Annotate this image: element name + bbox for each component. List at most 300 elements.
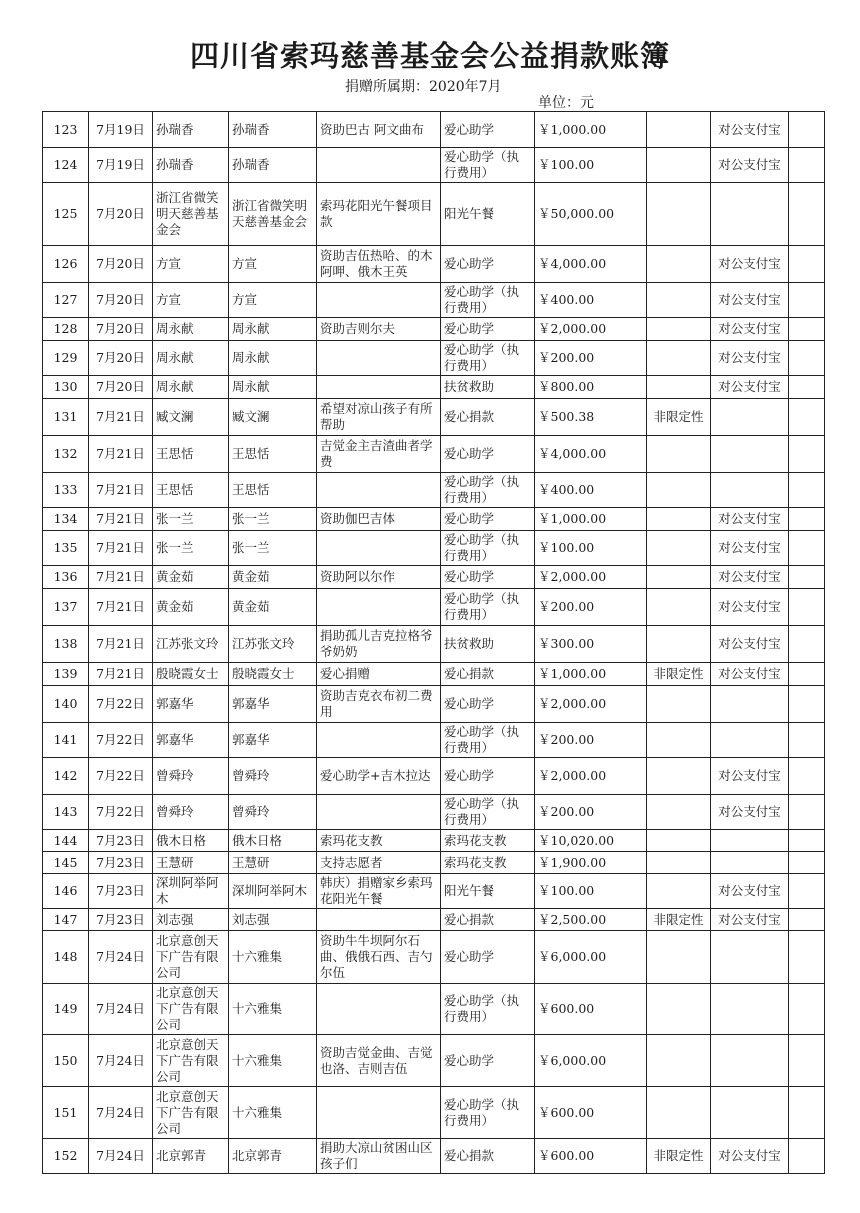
restriction-type <box>647 874 711 909</box>
donation-purpose: 爱心助学 <box>441 931 535 984</box>
donation-date: 7月19日 <box>89 148 153 183</box>
donor-display-name: 黄金茹 <box>229 566 317 589</box>
empty-cell <box>789 1139 825 1174</box>
donation-note <box>317 589 441 626</box>
restriction-type <box>647 283 711 318</box>
donation-amount: ￥2,000.00 <box>535 686 647 723</box>
table-row <box>43 399 825 436</box>
table-row <box>43 795 825 830</box>
donation-purpose: 爱心助学 <box>441 318 535 341</box>
donation-date: 7月20日 <box>89 283 153 318</box>
empty-cell <box>789 1035 825 1087</box>
restriction-type <box>647 830 711 852</box>
restriction-type <box>647 112 711 148</box>
restriction-type <box>647 376 711 399</box>
donation-date: 7月21日 <box>89 473 153 508</box>
payment-channel: 对公支付宝 <box>711 909 789 931</box>
donor-name: 黄金茹 <box>153 566 229 589</box>
donor-display-name: 张一兰 <box>229 531 317 566</box>
table-row <box>43 148 825 183</box>
donation-date: 7月20日 <box>89 376 153 399</box>
row-number: 128 <box>43 318 89 341</box>
donation-amount: ￥1,900.00 <box>535 852 647 874</box>
donor-name: 臧文澜 <box>153 399 229 436</box>
donation-purpose: 爱心助学（执行费用） <box>441 531 535 566</box>
donation-amount: ￥400.00 <box>535 473 647 508</box>
donor-name: 北京郭青 <box>153 1139 229 1174</box>
row-number: 147 <box>43 909 89 931</box>
donation-date: 7月20日 <box>89 183 153 246</box>
donation-purpose: 索玛花支教 <box>441 830 535 852</box>
donation-purpose: 爱心助学 <box>441 686 535 723</box>
empty-cell <box>789 566 825 589</box>
table-row <box>43 663 825 686</box>
donation-purpose: 爱心助学（执行费用） <box>441 283 535 318</box>
donor-name: 方宣 <box>153 283 229 318</box>
donor-name: 殷晓霞女士 <box>153 663 229 686</box>
row-number: 144 <box>43 830 89 852</box>
restriction-type <box>647 686 711 723</box>
donor-name: 张一兰 <box>153 508 229 531</box>
donor-display-name: 十六雅集 <box>229 931 317 984</box>
payment-channel: 对公支付宝 <box>711 874 789 909</box>
payment-channel: 对公支付宝 <box>711 341 789 376</box>
donor-name: 曾舜玲 <box>153 758 229 795</box>
donation-purpose: 索玛花支教 <box>441 852 535 874</box>
donor-display-name: 黄金茹 <box>229 589 317 626</box>
donor-name: 王慧研 <box>153 852 229 874</box>
donor-display-name: 王慧研 <box>229 852 317 874</box>
donation-amount: ￥500.38 <box>535 399 647 436</box>
donation-amount: ￥6,000.00 <box>535 931 647 984</box>
donation-purpose: 阳光午餐 <box>441 874 535 909</box>
empty-cell <box>789 318 825 341</box>
donor-name: 俄木日格 <box>153 830 229 852</box>
row-number: 132 <box>43 436 89 473</box>
donation-amount: ￥1,000.00 <box>535 663 647 686</box>
restriction-type <box>647 984 711 1035</box>
donor-display-name: 孙瑞香 <box>229 112 317 148</box>
donor-display-name: 臧文澜 <box>229 399 317 436</box>
donation-purpose: 爱心助学（执行费用） <box>441 341 535 376</box>
donor-display-name: 俄木日格 <box>229 830 317 852</box>
donor-display-name: 江苏张文玲 <box>229 626 317 663</box>
donor-display-name: 王思恬 <box>229 436 317 473</box>
empty-cell <box>789 341 825 376</box>
donation-note: 捐助大凉山贫困山区孩子们 <box>317 1139 441 1174</box>
donation-amount: ￥600.00 <box>535 1139 647 1174</box>
donation-purpose: 爱心捐款 <box>441 663 535 686</box>
donation-amount: ￥200.00 <box>535 341 647 376</box>
restriction-type: 非限定性 <box>647 1139 711 1174</box>
payment-channel: 对公支付宝 <box>711 246 789 283</box>
donation-purpose: 爱心助学 <box>441 508 535 531</box>
row-number: 151 <box>43 1087 89 1139</box>
donation-amount: ￥1,000.00 <box>535 112 647 148</box>
donation-amount: ￥2,000.00 <box>535 566 647 589</box>
restriction-type <box>647 436 711 473</box>
donor-display-name: 张一兰 <box>229 508 317 531</box>
row-number: 150 <box>43 1035 89 1087</box>
donation-amount: ￥4,000.00 <box>535 436 647 473</box>
row-number: 129 <box>43 341 89 376</box>
table-row <box>43 626 825 663</box>
donation-note: 韩庆）捐赠家乡索玛花阳光午餐 <box>317 874 441 909</box>
donation-purpose: 爱心捐款 <box>441 1139 535 1174</box>
row-number: 126 <box>43 246 89 283</box>
donation-amount: ￥100.00 <box>535 148 647 183</box>
empty-cell <box>789 508 825 531</box>
donation-note: 索玛花阳光午餐项目款 <box>317 183 441 246</box>
donation-amount: ￥300.00 <box>535 626 647 663</box>
donor-display-name: 王思恬 <box>229 473 317 508</box>
empty-cell <box>789 183 825 246</box>
donation-date: 7月23日 <box>89 852 153 874</box>
empty-cell <box>789 246 825 283</box>
donation-note <box>317 984 441 1035</box>
payment-channel <box>711 686 789 723</box>
donation-date: 7月21日 <box>89 663 153 686</box>
donation-purpose: 扶贫救助 <box>441 626 535 663</box>
restriction-type <box>647 758 711 795</box>
donation-note: 爱心助学+吉木拉达 <box>317 758 441 795</box>
donation-date: 7月23日 <box>89 874 153 909</box>
row-number: 136 <box>43 566 89 589</box>
payment-channel: 对公支付宝 <box>711 758 789 795</box>
payment-channel <box>711 830 789 852</box>
donation-note: 资助牛牛坝阿尔石曲、俄俄石西、吉勺尔伍 <box>317 931 441 984</box>
donation-note <box>317 795 441 830</box>
row-number: 124 <box>43 148 89 183</box>
donation-note: 资助吉则尔夫 <box>317 318 441 341</box>
table-row <box>43 473 825 508</box>
donor-name: 王思恬 <box>153 436 229 473</box>
row-number: 143 <box>43 795 89 830</box>
row-number: 148 <box>43 931 89 984</box>
donor-name: 周永献 <box>153 376 229 399</box>
donation-amount: ￥6,000.00 <box>535 1035 647 1087</box>
donation-date: 7月22日 <box>89 686 153 723</box>
currency-unit: 单位：元 <box>538 95 594 111</box>
payment-channel: 对公支付宝 <box>711 795 789 830</box>
donor-name: 周永献 <box>153 341 229 376</box>
empty-cell <box>789 874 825 909</box>
donation-note: 资助吉觉金曲、吉觉也洛、吉则吉伍 <box>317 1035 441 1087</box>
row-number: 152 <box>43 1139 89 1174</box>
empty-cell <box>789 473 825 508</box>
donation-date: 7月19日 <box>89 112 153 148</box>
donation-date: 7月22日 <box>89 723 153 758</box>
donation-date: 7月24日 <box>89 1087 153 1139</box>
donation-amount: ￥800.00 <box>535 376 647 399</box>
donation-amount: ￥2,500.00 <box>535 909 647 931</box>
donation-amount: ￥1,000.00 <box>535 508 647 531</box>
table-row <box>43 246 825 283</box>
donor-display-name: 曾舜玲 <box>229 758 317 795</box>
donor-name: 郭嘉华 <box>153 686 229 723</box>
donation-amount: ￥2,000.00 <box>535 318 647 341</box>
row-number: 146 <box>43 874 89 909</box>
donor-name: 刘志强 <box>153 909 229 931</box>
restriction-type <box>647 626 711 663</box>
donation-note: 资助伽巴吉体 <box>317 508 441 531</box>
donation-note <box>317 473 441 508</box>
donor-name: 北京意创天下广告有限公司 <box>153 984 229 1035</box>
payment-channel: 对公支付宝 <box>711 508 789 531</box>
donor-display-name: 殷晓霞女士 <box>229 663 317 686</box>
payment-channel <box>711 473 789 508</box>
donation-note <box>317 531 441 566</box>
table-row <box>43 909 825 931</box>
table-row <box>43 984 825 1035</box>
row-number: 142 <box>43 758 89 795</box>
donation-note: 资助阿以尔作 <box>317 566 441 589</box>
donor-display-name: 方宣 <box>229 246 317 283</box>
donation-purpose: 爱心助学（执行费用） <box>441 795 535 830</box>
donation-amount: ￥50,000.00 <box>535 183 647 246</box>
donor-display-name: 深圳阿举阿木 <box>229 874 317 909</box>
donor-display-name: 曾舜玲 <box>229 795 317 830</box>
donation-date: 7月21日 <box>89 589 153 626</box>
row-number: 125 <box>43 183 89 246</box>
table-row <box>43 874 825 909</box>
donation-purpose: 爱心助学（执行费用） <box>441 148 535 183</box>
donation-note <box>317 909 441 931</box>
donor-name: 孙瑞香 <box>153 148 229 183</box>
restriction-type <box>647 723 711 758</box>
table-row <box>43 1087 825 1139</box>
donor-display-name: 北京郭青 <box>229 1139 317 1174</box>
donor-display-name: 周永献 <box>229 341 317 376</box>
row-number: 131 <box>43 399 89 436</box>
donation-period: 捐赠所属期：2020年7月 <box>345 79 502 95</box>
table-row <box>43 112 825 148</box>
donation-purpose: 爱心助学 <box>441 436 535 473</box>
empty-cell <box>789 626 825 663</box>
donation-purpose: 爱心助学 <box>441 112 535 148</box>
donor-name: 曾舜玲 <box>153 795 229 830</box>
payment-channel: 对公支付宝 <box>711 589 789 626</box>
donation-amount: ￥600.00 <box>535 984 647 1035</box>
row-number: 127 <box>43 283 89 318</box>
donation-amount: ￥600.00 <box>535 1087 647 1139</box>
table-row <box>43 436 825 473</box>
empty-cell <box>789 795 825 830</box>
donation-purpose: 爱心助学（执行费用） <box>441 723 535 758</box>
row-number: 149 <box>43 984 89 1035</box>
donation-note: 捐助孤儿吉克拉格爷爷奶奶 <box>317 626 441 663</box>
donation-note: 资助吉伍热哈、的木阿呷、俄木王英 <box>317 246 441 283</box>
donation-date: 7月21日 <box>89 626 153 663</box>
empty-cell <box>789 758 825 795</box>
restriction-type: 非限定性 <box>647 399 711 436</box>
donor-name: 浙江省微笑明天慈善基金会 <box>153 183 229 246</box>
donor-display-name: 浙江省微笑明天慈善基金会 <box>229 183 317 246</box>
ledger-body <box>43 112 825 1174</box>
payment-channel: 对公支付宝 <box>711 531 789 566</box>
restriction-type: 非限定性 <box>647 663 711 686</box>
donation-date: 7月23日 <box>89 909 153 931</box>
donation-note <box>317 376 441 399</box>
donation-amount: ￥200.00 <box>535 723 647 758</box>
donor-name: 孙瑞香 <box>153 112 229 148</box>
donation-date: 7月20日 <box>89 246 153 283</box>
donation-purpose: 爱心助学 <box>441 566 535 589</box>
table-row <box>43 686 825 723</box>
donation-date: 7月24日 <box>89 1139 153 1174</box>
donor-name: 黄金茹 <box>153 589 229 626</box>
empty-cell <box>789 283 825 318</box>
row-number: 133 <box>43 473 89 508</box>
empty-cell <box>789 112 825 148</box>
donation-amount: ￥2,000.00 <box>535 758 647 795</box>
donor-name: 深圳阿举阿木 <box>153 874 229 909</box>
table-row <box>43 830 825 852</box>
payment-channel <box>711 1087 789 1139</box>
restriction-type <box>647 1035 711 1087</box>
donation-date: 7月21日 <box>89 508 153 531</box>
donation-date: 7月22日 <box>89 758 153 795</box>
empty-cell <box>789 376 825 399</box>
payment-channel: 对公支付宝 <box>711 318 789 341</box>
payment-channel <box>711 183 789 246</box>
row-number: 137 <box>43 589 89 626</box>
restriction-type <box>647 183 711 246</box>
table-row <box>43 758 825 795</box>
donation-purpose: 爱心助学 <box>441 1035 535 1087</box>
donation-note: 支持志愿者 <box>317 852 441 874</box>
table-row <box>43 508 825 531</box>
empty-cell <box>789 830 825 852</box>
table-row <box>43 341 825 376</box>
donor-display-name: 十六雅集 <box>229 1035 317 1087</box>
donor-display-name: 刘志强 <box>229 909 317 931</box>
donation-note <box>317 1087 441 1139</box>
donor-name: 北京意创天下广告有限公司 <box>153 1087 229 1139</box>
donation-date: 7月23日 <box>89 830 153 852</box>
donation-ledger-table <box>42 111 825 1174</box>
empty-cell <box>789 1087 825 1139</box>
donor-name: 张一兰 <box>153 531 229 566</box>
payment-channel <box>711 852 789 874</box>
table-row <box>43 318 825 341</box>
row-number: 139 <box>43 663 89 686</box>
donor-name: 方宣 <box>153 246 229 283</box>
donation-note: 希望对凉山孩子有所帮助 <box>317 399 441 436</box>
restriction-type <box>647 473 711 508</box>
donation-purpose: 爱心助学（执行费用） <box>441 984 535 1035</box>
restriction-type <box>647 1087 711 1139</box>
restriction-type <box>647 148 711 183</box>
restriction-type <box>647 852 711 874</box>
donation-date: 7月21日 <box>89 531 153 566</box>
payment-channel <box>711 1035 789 1087</box>
table-row <box>43 183 825 246</box>
empty-cell <box>789 436 825 473</box>
donation-note: 资助吉克衣布初二费用 <box>317 686 441 723</box>
donation-note <box>317 283 441 318</box>
restriction-type <box>647 531 711 566</box>
ledger-title: 四川省索玛慈善基金会公益捐款账簿 <box>189 39 670 73</box>
payment-channel <box>711 984 789 1035</box>
donation-note: 索玛花支教 <box>317 830 441 852</box>
donor-name: 王思恬 <box>153 473 229 508</box>
donation-date: 7月24日 <box>89 931 153 984</box>
restriction-type: 非限定性 <box>647 909 711 931</box>
donation-amount: ￥100.00 <box>535 874 647 909</box>
donor-display-name: 十六雅集 <box>229 984 317 1035</box>
empty-cell <box>789 589 825 626</box>
empty-cell <box>789 663 825 686</box>
donor-display-name: 郭嘉华 <box>229 686 317 723</box>
donor-name: 北京意创天下广告有限公司 <box>153 1035 229 1087</box>
empty-cell <box>789 723 825 758</box>
restriction-type <box>647 341 711 376</box>
donation-date: 7月21日 <box>89 399 153 436</box>
donation-note: 爱心捐赠 <box>317 663 441 686</box>
donation-amount: ￥400.00 <box>535 283 647 318</box>
row-number: 134 <box>43 508 89 531</box>
donation-purpose: 爱心助学 <box>441 758 535 795</box>
donation-date: 7月22日 <box>89 795 153 830</box>
row-number: 123 <box>43 112 89 148</box>
donor-display-name: 方宣 <box>229 283 317 318</box>
restriction-type <box>647 246 711 283</box>
payment-channel: 对公支付宝 <box>711 566 789 589</box>
donation-amount: ￥200.00 <box>535 795 647 830</box>
row-number: 141 <box>43 723 89 758</box>
restriction-type <box>647 931 711 984</box>
payment-channel <box>711 723 789 758</box>
donor-name: 江苏张文玲 <box>153 626 229 663</box>
table-row <box>43 566 825 589</box>
empty-cell <box>789 852 825 874</box>
payment-channel: 对公支付宝 <box>711 663 789 686</box>
payment-channel: 对公支付宝 <box>711 626 789 663</box>
donation-amount: ￥10,020.00 <box>535 830 647 852</box>
donation-date: 7月24日 <box>89 984 153 1035</box>
empty-cell <box>789 531 825 566</box>
empty-cell <box>789 148 825 183</box>
donation-note <box>317 341 441 376</box>
donation-purpose: 爱心捐款 <box>441 909 535 931</box>
empty-cell <box>789 984 825 1035</box>
payment-channel: 对公支付宝 <box>711 376 789 399</box>
donor-display-name: 十六雅集 <box>229 1087 317 1139</box>
restriction-type <box>647 508 711 531</box>
donor-display-name: 孙瑞香 <box>229 148 317 183</box>
donor-display-name: 周永献 <box>229 376 317 399</box>
donation-purpose: 爱心助学（执行费用） <box>441 473 535 508</box>
row-number: 135 <box>43 531 89 566</box>
table-row <box>43 589 825 626</box>
table-row <box>43 1035 825 1087</box>
empty-cell <box>789 909 825 931</box>
donor-name: 周永献 <box>153 318 229 341</box>
donor-display-name: 郭嘉华 <box>229 723 317 758</box>
row-number: 138 <box>43 626 89 663</box>
donation-note: 资助巴古 阿文曲布 <box>317 112 441 148</box>
table-row <box>43 376 825 399</box>
table-row <box>43 852 825 874</box>
donor-display-name: 周永献 <box>229 318 317 341</box>
donor-name: 北京意创天下广告有限公司 <box>153 931 229 984</box>
donor-name: 郭嘉华 <box>153 723 229 758</box>
payment-channel: 对公支付宝 <box>711 112 789 148</box>
donation-date: 7月20日 <box>89 341 153 376</box>
donation-date: 7月24日 <box>89 1035 153 1087</box>
donation-purpose: 爱心助学 <box>441 246 535 283</box>
